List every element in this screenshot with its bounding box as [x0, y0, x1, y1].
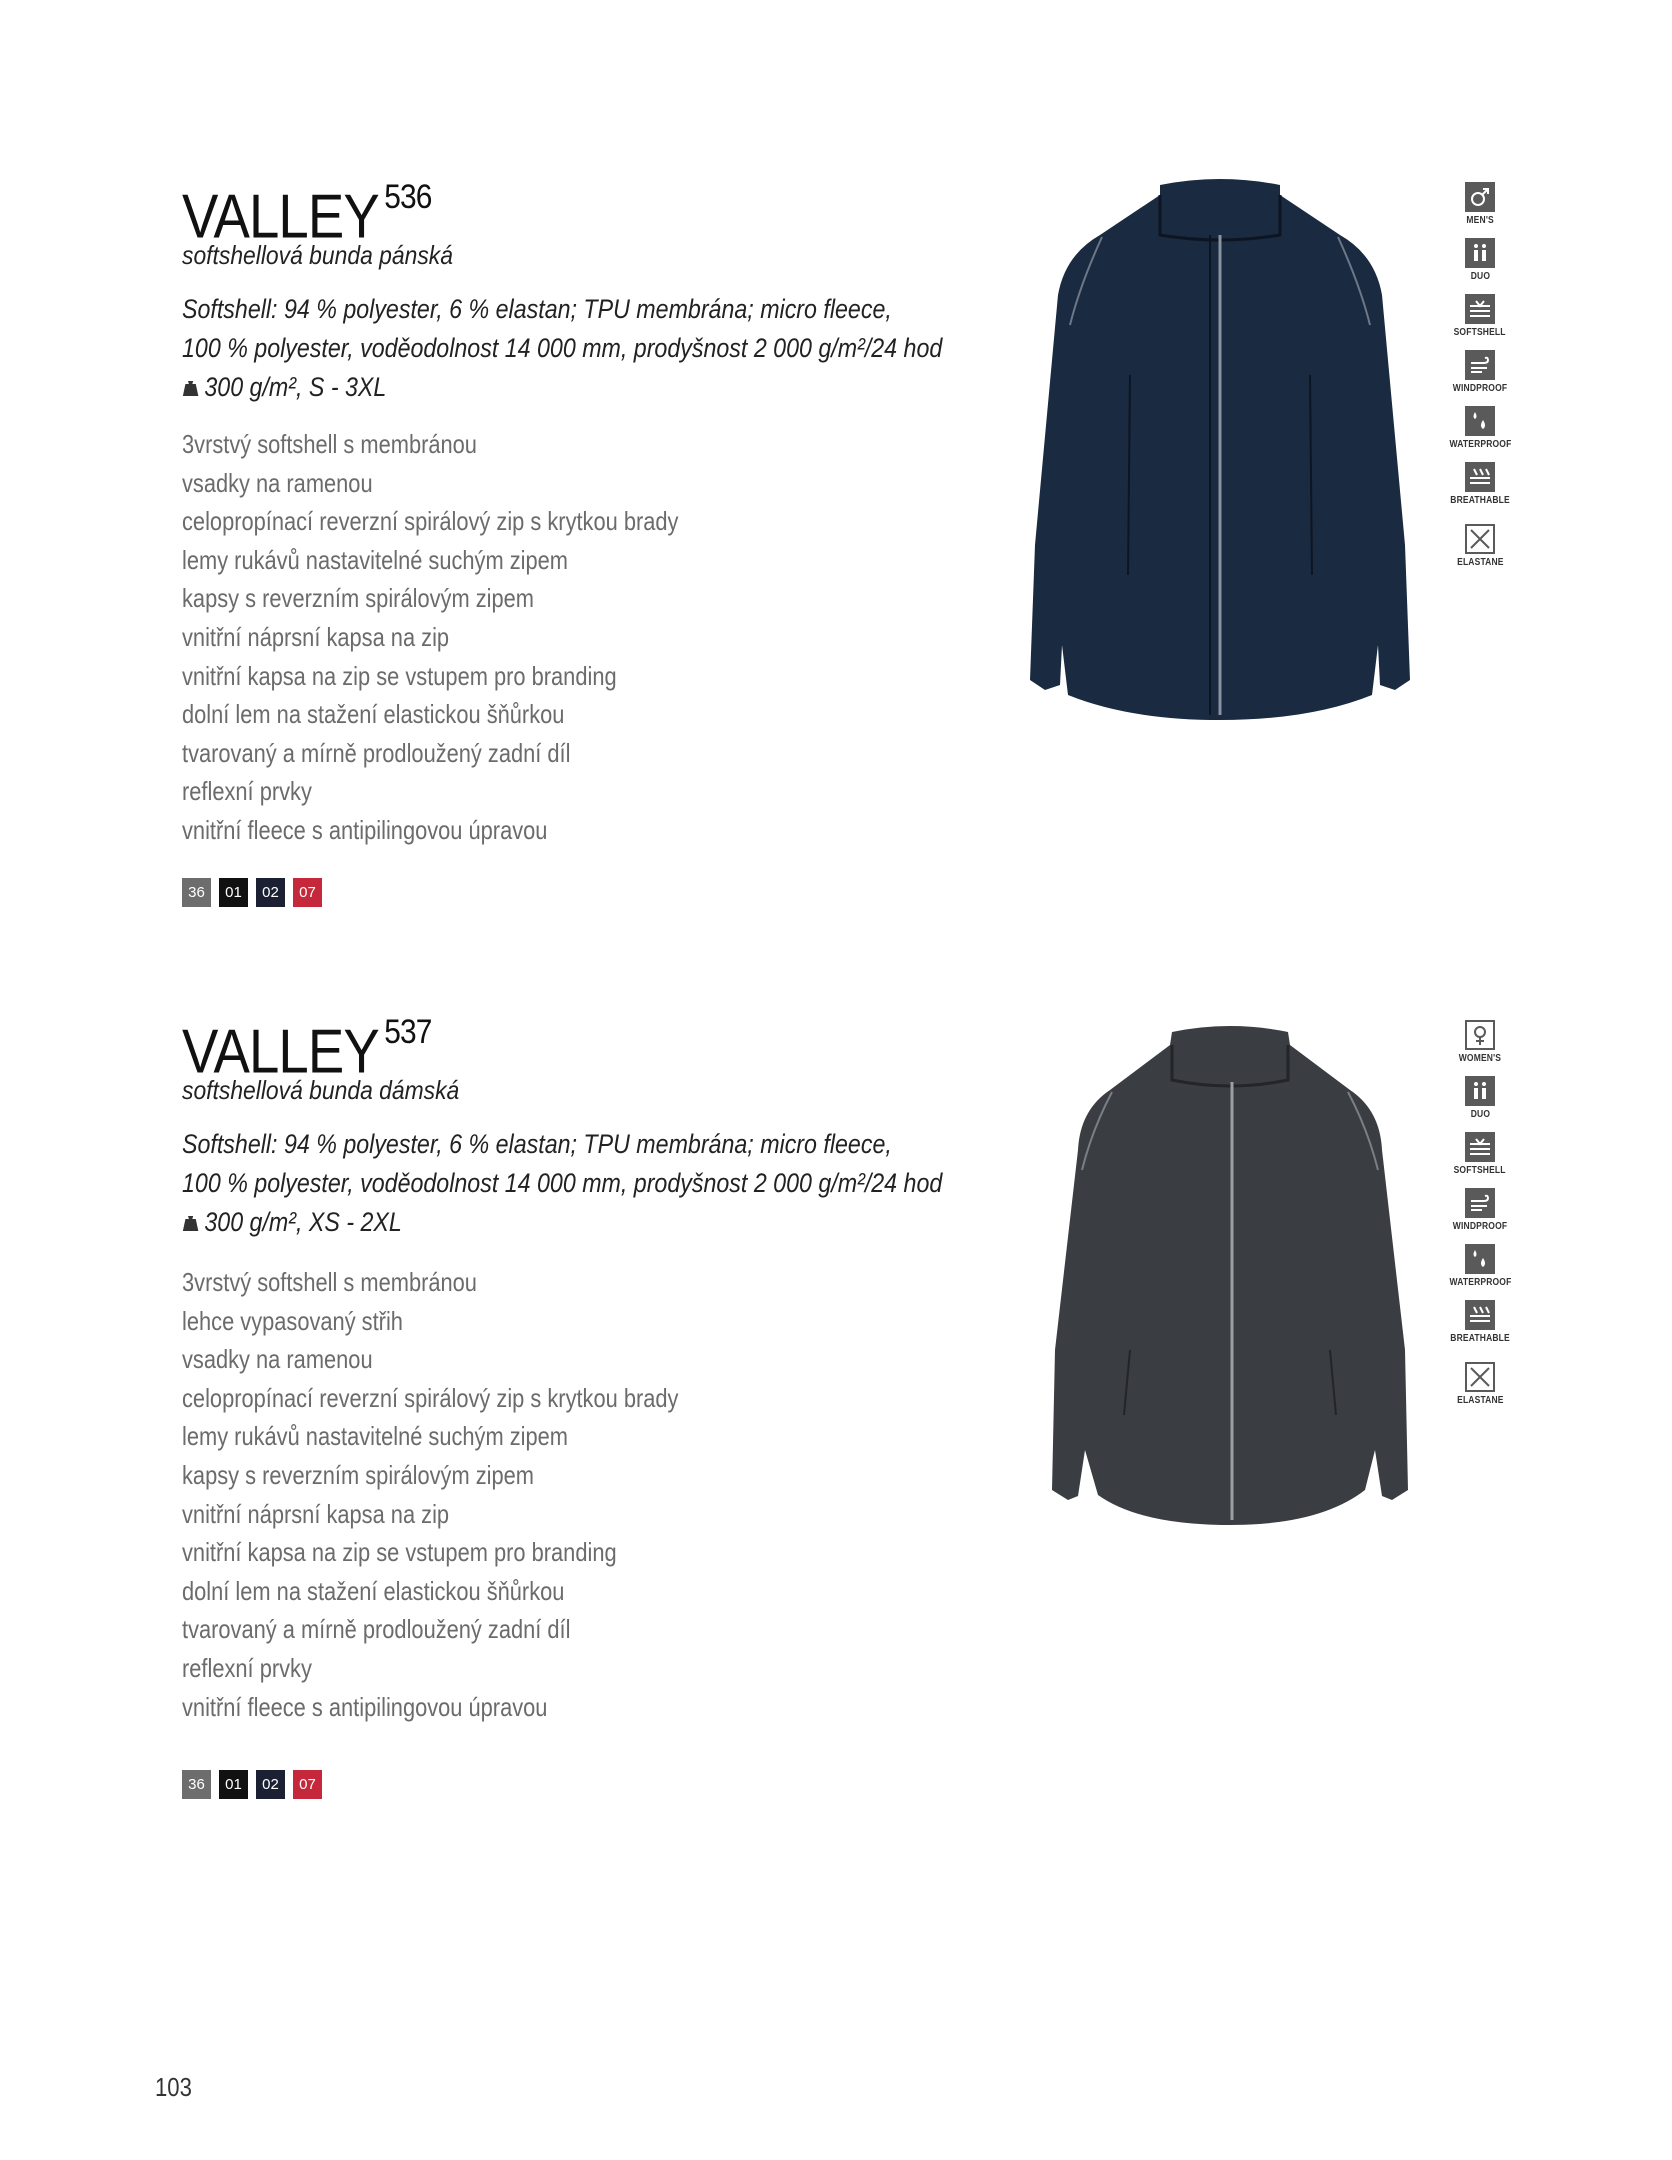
feature-icon-label: SOFTSHELL	[1453, 327, 1507, 338]
spec-line: Softshell: 94 % polyester, 6 % elastan; TPU membrána; micro fleece,	[182, 1129, 892, 1159]
color-swatch[interactable]: 36	[182, 878, 211, 907]
feature-item: tvarovaný a mírně prodloužený zadní díl	[182, 737, 571, 768]
feature-icon-label: WATERPROOF	[1449, 439, 1511, 450]
feature-item: vsadky na ramenou	[182, 467, 373, 498]
feature-icon-label: WINDPROOF	[1452, 383, 1508, 394]
color-swatch[interactable]: 01	[219, 1770, 248, 1799]
feature-icon-elastane	[1453, 1362, 1508, 1406]
jacket-image-womens	[1020, 1020, 1440, 1540]
feature-item: vnitřní náprsní kapsa na zip	[182, 1498, 450, 1529]
feature-icons	[1430, 182, 1530, 580]
feature-item: vsadky na ramenou	[182, 1344, 373, 1375]
feature-item: celopropínací reverzní spirálový zip s krytkou brady	[182, 1382, 679, 1413]
feature-icon-mens	[1464, 182, 1496, 226]
feature-icons	[1430, 1020, 1530, 1418]
feature-icon-waterproof	[1444, 1244, 1517, 1288]
product-name: VALLEY	[182, 1017, 379, 1087]
feature-item: vnitřní fleece s antipilingovou úpravou	[182, 814, 548, 845]
feature-icon-label: MEN'S	[1466, 215, 1494, 226]
feature-icon-elastane	[1453, 524, 1508, 568]
feature-item: vnitřní náprsní kapsa na zip	[182, 621, 450, 652]
feature-item: lehce vypasovaný střih	[182, 1305, 403, 1336]
elastane-icon	[1465, 524, 1495, 554]
color-swatch[interactable]: 36	[182, 1770, 211, 1799]
softshell-icon	[1465, 1132, 1495, 1162]
feature-icon-softshell	[1449, 1132, 1510, 1176]
feature-item: vnitřní kapsa na zip se vstupem pro branding	[182, 660, 617, 691]
weight-sizes: 300 g/m², S - 3XL	[204, 372, 387, 402]
feature-list	[182, 1263, 678, 1726]
page-number: 103	[155, 2072, 192, 2102]
feature-icon-breathable	[1445, 1300, 1515, 1344]
spec-line: Softshell: 94 % polyester, 6 % elastan; TPU membrána; micro fleece,	[182, 294, 892, 324]
weight-sizes-line	[182, 1203, 942, 1242]
waterproof-icon	[1465, 1244, 1495, 1274]
spec-line: 100 % polyester, voděodolnost 14 000 mm, prodyšnost 2 000 g/m²/24 hod	[182, 1168, 943, 1198]
feature-icon-label: SOFTSHELL	[1453, 1165, 1507, 1176]
weight-sizes-line	[182, 368, 942, 407]
female-icon	[1465, 1020, 1495, 1050]
feature-icon-womens	[1455, 1020, 1505, 1064]
color-swatch[interactable]: 07	[293, 878, 322, 907]
feature-icon-label: DUO	[1470, 1109, 1490, 1120]
product-subtitle: softshellová bunda dámská	[182, 1075, 460, 1105]
material-spec	[182, 1125, 942, 1242]
feature-icon-label: ELASTANE	[1456, 1395, 1504, 1406]
feature-item: reflexní prvky	[182, 776, 312, 807]
feature-icon-softshell	[1449, 294, 1510, 338]
feature-icon-waterproof	[1444, 406, 1517, 450]
feature-item: reflexní prvky	[182, 1652, 312, 1683]
color-swatch[interactable]: 02	[256, 1770, 285, 1799]
color-swatches	[182, 1770, 322, 1799]
color-swatches	[182, 878, 322, 907]
feature-icon-label: WATERPROOF	[1449, 1277, 1511, 1288]
feature-icon-windproof	[1448, 1188, 1512, 1232]
feature-item: celopropínací reverzní spirálový zip s krytkou brady	[182, 506, 679, 537]
feature-icon-label: BREATHABLE	[1450, 495, 1510, 506]
color-swatch[interactable]: 02	[256, 878, 285, 907]
breathable-icon	[1465, 462, 1495, 492]
feature-icon-label: WINDPROOF	[1452, 1221, 1508, 1232]
feature-icon-duo	[1465, 238, 1495, 282]
feature-icon-label: BREATHABLE	[1450, 1333, 1510, 1344]
feature-item: vnitřní kapsa na zip se vstupem pro branding	[182, 1537, 617, 1568]
feature-item: tvarovaný a mírně prodloužený zadní díl	[182, 1614, 571, 1645]
feature-item: kapsy s reverzním spirálovým zipem	[182, 583, 534, 614]
feature-item: vnitřní fleece s antipilingovou úpravou	[182, 1691, 548, 1722]
feature-item: dolní lem na stažení elastickou šňůrkou	[182, 699, 565, 730]
breathable-icon	[1465, 1300, 1495, 1330]
feature-icon-windproof	[1448, 350, 1512, 394]
feature-item: 3vrstvý softshell s membránou	[182, 1267, 477, 1297]
waterproof-icon	[1465, 406, 1495, 436]
weight-sizes: 300 g/m², XS - 2XL	[204, 1207, 402, 1237]
feature-icon-duo	[1465, 1076, 1495, 1120]
weight-icon	[182, 1213, 199, 1233]
windproof-icon	[1465, 1188, 1495, 1218]
color-swatch[interactable]: 01	[219, 878, 248, 907]
color-swatch[interactable]: 07	[293, 1770, 322, 1799]
duo-icon	[1465, 1076, 1495, 1106]
spec-line: 100 % polyester, voděodolnost 14 000 mm, prodyšnost 2 000 g/m²/24 hod	[182, 333, 943, 363]
material-spec	[182, 290, 942, 407]
product-name: VALLEY	[182, 182, 379, 252]
windproof-icon	[1465, 350, 1495, 380]
feature-icon-label: DUO	[1470, 271, 1490, 282]
feature-item: lemy rukávů nastavitelné suchým zipem	[182, 1421, 569, 1452]
feature-icon-label: ELASTANE	[1456, 557, 1504, 568]
feature-item: 3vrstvý softshell s membránou	[182, 429, 477, 459]
feature-list	[182, 425, 678, 850]
product-number: 537	[384, 1013, 432, 1051]
feature-item: kapsy s reverzním spirálovým zipem	[182, 1459, 534, 1490]
duo-icon	[1465, 238, 1495, 268]
product-number: 536	[384, 178, 432, 216]
male-icon	[1465, 182, 1495, 212]
softshell-icon	[1465, 294, 1495, 324]
product-subtitle: softshellová bunda pánská	[182, 240, 453, 270]
elastane-icon	[1465, 1362, 1495, 1392]
weight-icon	[182, 378, 199, 398]
jacket-image-mens	[1010, 175, 1430, 735]
feature-item: dolní lem na stažení elastickou šňůrkou	[182, 1575, 565, 1606]
feature-item: lemy rukávů nastavitelné suchým zipem	[182, 544, 569, 575]
feature-icon-breathable	[1445, 462, 1515, 506]
feature-icon-label: WOMEN'S	[1458, 1053, 1502, 1064]
